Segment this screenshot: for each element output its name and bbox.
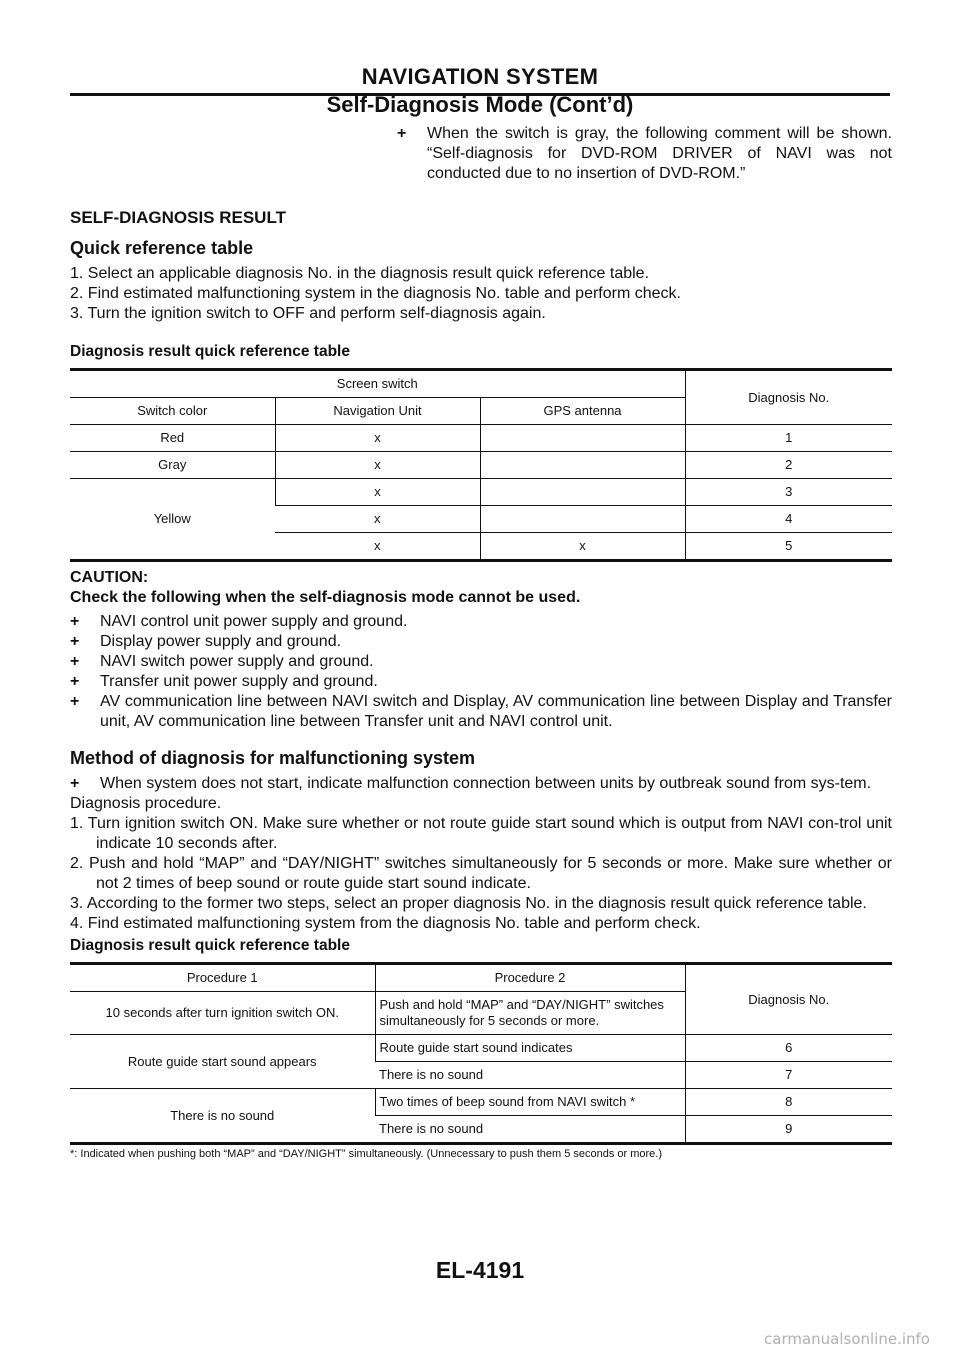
table-cell: There is no sound bbox=[375, 1062, 685, 1089]
table-cell bbox=[480, 479, 685, 506]
list-item-text: NAVI switch power supply and ground. bbox=[100, 653, 374, 670]
intro-bullet bbox=[397, 124, 892, 184]
list-item bbox=[70, 612, 892, 632]
table-header-switch-color: Switch color bbox=[70, 398, 275, 425]
table-cell: Red bbox=[70, 425, 275, 452]
method-steps bbox=[70, 814, 892, 934]
method-step: 4. Find estimated malfunctioning system from the diagnosis No. table and perform check. bbox=[70, 915, 701, 932]
table-cell: x bbox=[275, 506, 480, 533]
bullet-mark: + bbox=[70, 613, 80, 630]
table-cell: 5 bbox=[685, 533, 892, 561]
table-cell: x bbox=[480, 533, 685, 561]
page-header-subtitle: Self-Diagnosis Mode (Cont’d) bbox=[326, 92, 634, 117]
table-cell: Two times of beep sound from NAVI switch * bbox=[375, 1089, 685, 1116]
result-step: 3. Turn the ignition switch to OFF and perform self-diagnosis again. bbox=[70, 305, 546, 322]
subheading-quick-reference: Quick reference table bbox=[70, 238, 254, 258]
watermark: carmanualsonline.info bbox=[764, 1330, 930, 1348]
diagnosis-table-screen-switch bbox=[70, 368, 892, 562]
table-cell: 7 bbox=[685, 1062, 892, 1089]
table-row bbox=[70, 1035, 892, 1062]
result-steps bbox=[70, 264, 892, 324]
table-row bbox=[70, 452, 892, 479]
table-cell: Route guide start sound indicates bbox=[375, 1035, 685, 1062]
table-header-procedure-1: Procedure 1 bbox=[70, 964, 375, 992]
list-item-text: AV communication line between NAVI switch and Display, AV communication line between Display and Transfer unit, AV communication line between Transfer unit and NAVI control unit. bbox=[100, 693, 892, 730]
table-header-gps-antenna: GPS antenna bbox=[480, 398, 685, 425]
table-cell bbox=[480, 452, 685, 479]
table-header-diagnosis-no: Diagnosis No. bbox=[685, 370, 892, 425]
table-row bbox=[70, 479, 892, 506]
table-cell: 6 bbox=[685, 1035, 892, 1062]
list-item bbox=[70, 672, 892, 692]
table-cell: 9 bbox=[685, 1116, 892, 1144]
list-item-text: Display power supply and ground. bbox=[100, 633, 342, 650]
procedure-label: Diagnosis procedure. bbox=[70, 795, 222, 812]
bullet-mark: + bbox=[397, 125, 407, 142]
table-cell: 1 bbox=[685, 425, 892, 452]
result-step: 1. Select an applicable diagnosis No. in the diagnosis result quick reference table. bbox=[70, 265, 650, 282]
table-cell: Route guide start sound appears bbox=[70, 1035, 375, 1089]
table-cell: x bbox=[275, 479, 480, 506]
table-cell: 3 bbox=[685, 479, 892, 506]
table-subheader-procedure-2: Push and hold “MAP” and “DAY/NIGHT” switches simultaneously for 5 seconds or more. bbox=[375, 992, 685, 1035]
table-subheader-procedure-1: 10 seconds after turn ignition switch ON. bbox=[70, 992, 375, 1035]
table-row bbox=[70, 370, 892, 398]
page-header-title: NAVIGATION SYSTEM bbox=[361, 64, 599, 89]
diagnosis-table-procedure bbox=[70, 962, 892, 1145]
table-cell bbox=[480, 506, 685, 533]
intro-bullet-text: When the switch is gray, the following comment will be shown. “Self-diagnosis for DVD-ROM DRIVER of NAVI was not conducted due to no insertion of DVD-ROM.” bbox=[427, 125, 892, 182]
page-content bbox=[70, 124, 892, 1161]
table-cell: Yellow bbox=[70, 479, 275, 561]
table-cell: There is no sound bbox=[70, 1089, 375, 1144]
method-step: 3. According to the former two steps, select an proper diagnosis No. in the diagnosis result quick reference table. bbox=[70, 895, 867, 912]
list-item-text: NAVI control unit power supply and ground. bbox=[100, 613, 408, 630]
method-step: 1. Turn ignition switch ON. Make sure whether or not route guide start sound which is output from NAVI con-trol unit indicate 10 seconds after. bbox=[70, 815, 892, 852]
table-cell: 2 bbox=[685, 452, 892, 479]
bullet-mark: + bbox=[70, 775, 80, 792]
table-cell bbox=[480, 425, 685, 452]
list-item bbox=[70, 692, 892, 732]
table-cell: 4 bbox=[685, 506, 892, 533]
table-row bbox=[70, 425, 892, 452]
table-header-diagnosis-no: Diagnosis No. bbox=[685, 964, 892, 1035]
table-cell: x bbox=[275, 452, 480, 479]
method-bullet-text: When system does not start, indicate malfunction connection between units by outbreak sound from sys-tem. bbox=[100, 775, 872, 792]
table-row bbox=[70, 964, 892, 992]
table-header-navigation-unit: Navigation Unit bbox=[275, 398, 480, 425]
method-bullet bbox=[70, 774, 892, 794]
table1-title: Diagnosis result quick reference table bbox=[70, 343, 350, 360]
method-heading: Method of diagnosis for malfunctioning system bbox=[70, 748, 476, 768]
list-item bbox=[70, 652, 892, 672]
table2-footnote: *: Indicated when pushing both “MAP” and “DAY/NIGHT” simultaneously. (Unnecessary to push them 5 seconds or more.) bbox=[70, 1148, 663, 1160]
caution-title: CAUTION: bbox=[70, 569, 149, 586]
table-cell: 8 bbox=[685, 1089, 892, 1116]
table-cell: There is no sound bbox=[375, 1116, 685, 1144]
page-number: EL-4191 bbox=[435, 1257, 525, 1283]
table2-title: Diagnosis result quick reference table bbox=[70, 937, 350, 954]
caution-subtitle: Check the following when the self-diagnosis mode cannot be used. bbox=[70, 589, 581, 606]
table-cell: Gray bbox=[70, 452, 275, 479]
bullet-mark: + bbox=[70, 693, 80, 710]
list-item-text: Transfer unit power supply and ground. bbox=[100, 673, 378, 690]
result-step: 2. Find estimated malfunctioning system in the diagnosis No. table and perform check. bbox=[70, 285, 681, 302]
section-heading-result: SELF-DIAGNOSIS RESULT bbox=[70, 208, 286, 227]
bullet-mark: + bbox=[70, 653, 80, 670]
bullet-mark: + bbox=[70, 633, 80, 650]
table-header-screen-switch: Screen switch bbox=[70, 370, 685, 398]
table-cell: x bbox=[275, 425, 480, 452]
method-step: 2. Push and hold “MAP” and “DAY/NIGHT” switches simultaneously for 5 seconds or more. Make sure whether or not 2 times of beep sound or route guide start sound indicate. bbox=[70, 855, 892, 892]
table-row bbox=[70, 1089, 892, 1116]
table-header-procedure-2: Procedure 2 bbox=[375, 964, 685, 992]
caution-list bbox=[70, 612, 892, 732]
bullet-mark: + bbox=[70, 673, 80, 690]
table-cell: x bbox=[275, 533, 480, 561]
list-item bbox=[70, 632, 892, 652]
